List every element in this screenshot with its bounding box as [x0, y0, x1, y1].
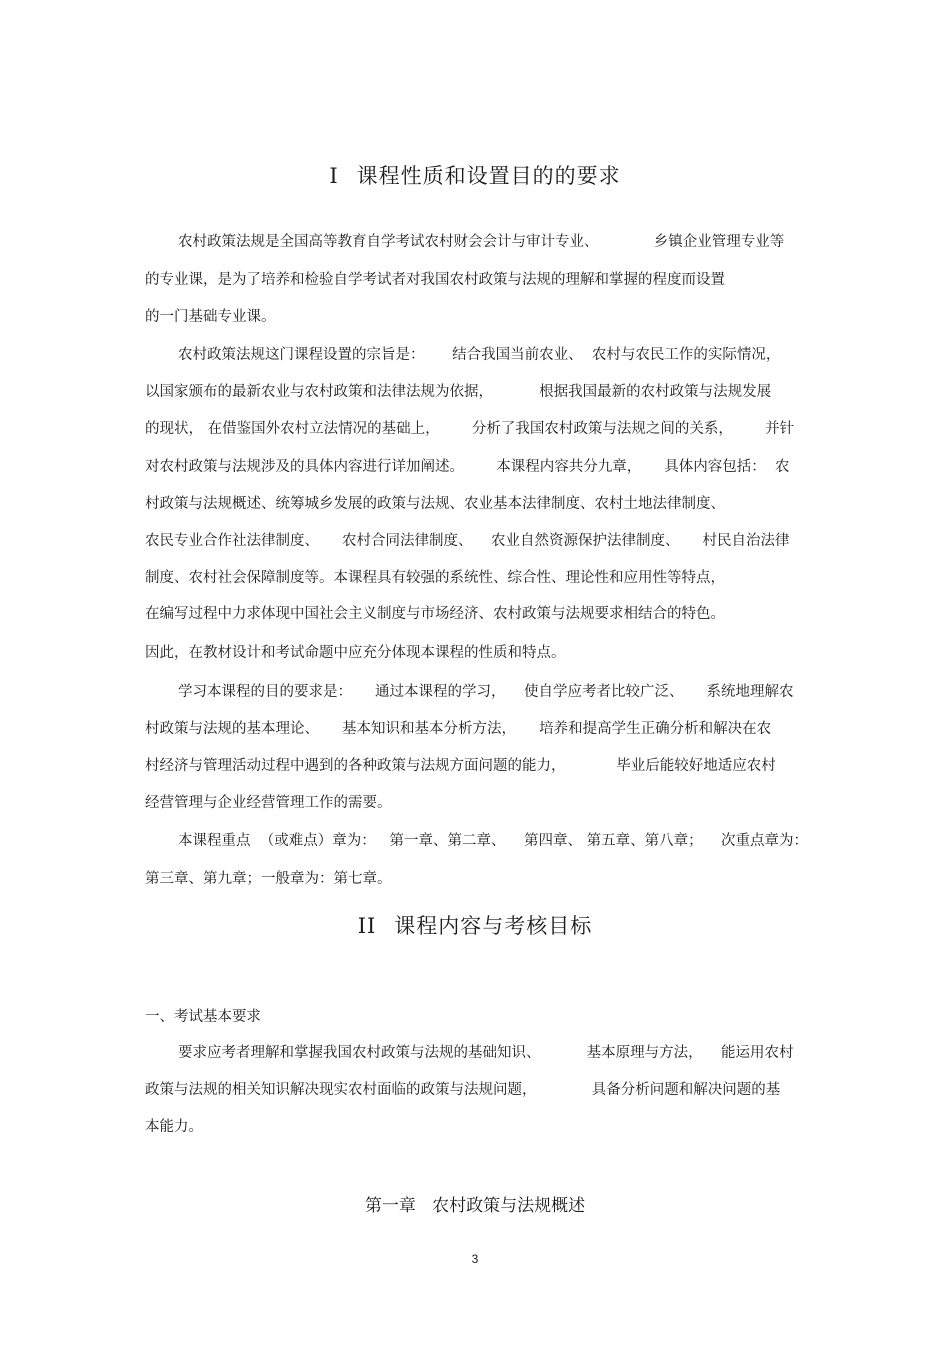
- para1-line2: 的专业课，是为了培养和检验自学考试者对我国农村政策与法规的理解和掌握的程度而设置: [145, 272, 725, 288]
- para2-line1: 农村政策法规这门课程设置的宗旨是： 结合我国当前农业、 农村与农民工作的实际情况，: [178, 347, 781, 363]
- heading-text: 课程性质和设置目的的要求: [356, 164, 621, 188]
- para2-line2: 以国家颁布的最新农业与农村政策和法律法规为依据， 根据我国最新的农村政策与法规发展: [145, 384, 772, 400]
- para2-line3: 的现状， 在借鉴国外农村立法情况的基础上， 分析了我国农村政策与法规之间的关系， 并针: [145, 421, 795, 437]
- para2-line8: 在编写过程中力求体现中国社会主义制度与市场经济、农村政策与法规要求相结合的特色。: [145, 606, 725, 622]
- para4-line2: 第三章、第九章；一般章为：第七章。: [145, 871, 392, 887]
- para5-line3: 本能力。: [145, 1119, 203, 1135]
- para2-line4: 对农村政策与法规涉及的具体内容进行详加阐述。 本课程内容共分九章， 具体内容包括： 农: [145, 459, 790, 475]
- heading-course-nature: [0, 160, 950, 190]
- section-exam-requirements: 一、考试基本要求: [145, 1009, 261, 1025]
- para2-line7: 制度、农村社会保障制度等。本课程具有较强的系统性、综合性、理论性和应用性等特点，: [145, 570, 725, 586]
- para3-line4: 经营管理与企业经营管理工作的需要。: [145, 795, 392, 811]
- heading-text: 课程内容与考核目标: [394, 914, 593, 938]
- para3-line3: 村经济与管理活动过程中遇到的各种政策与法规方面问题的能力， 毕业后能较好地适应农村: [145, 758, 776, 774]
- para2-line6: 农民专业合作社法律制度、 农村合同法律制度、 农业自然资源保护法律制度、 村民自治法律: [145, 533, 790, 549]
- para5-line1: 要求应考者理解和掌握我国农村政策与法规的基础知识、 基本原理与方法， 能运用农村: [178, 1045, 794, 1061]
- para1-line3: 的一门基础专业课。: [145, 309, 276, 325]
- para5-line2: 政策与法规的相关知识解决现实农村面临的政策与法规问题， 具备分析问题和解决问题的基: [145, 1082, 781, 1098]
- para4-line1: 本课程重点 （或难点）章为： 第一章、第二章、 第四章、 第五章、第八章； 次重点章为：: [178, 833, 809, 849]
- chapter-title: 第一章 农村政策与法规概述: [364, 1196, 586, 1216]
- page-number: 3: [471, 1252, 479, 1266]
- para3-line2: 村政策与法规的基本理论、 基本知识和基本分析方法， 培养和提高学生正确分析和解决在农: [145, 721, 772, 737]
- para3-line1: 学习本课程的目的要求是： 通过本课程的学习， 使自学应考者比较广泛、 系统地理解农: [178, 684, 794, 700]
- heading-number: I: [329, 164, 339, 188]
- para2-line5: 村政策与法规概述、统筹城乡发展的政策与法规、农业基本法律制度、农村土地法律制度、: [145, 496, 725, 512]
- para1-line1: 农村政策法规是全国高等教育自学考试农村财会会计与审计专业、 乡镇企业管理专业等: [178, 234, 785, 250]
- heading-number: II: [357, 914, 377, 938]
- para2-line9: 因此，在教材设计和考试命题中应充分体现本课程的性质和特点。: [145, 645, 566, 661]
- heading-course-content: [0, 910, 950, 940]
